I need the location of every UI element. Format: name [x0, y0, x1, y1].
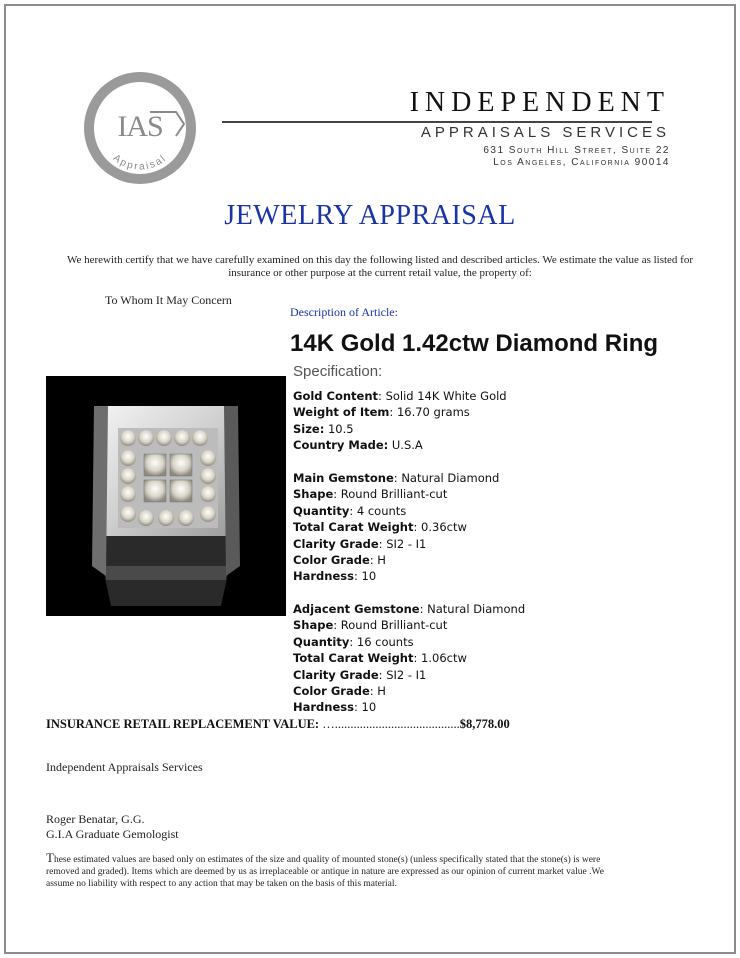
- company-name: INDEPENDENT: [409, 87, 670, 118]
- spec-main-hardness: Hardness: 10: [293, 569, 377, 584]
- signer-title: G.I.A Graduate Gemologist: [46, 827, 179, 841]
- specifications: [293, 388, 713, 716]
- certification-text: We herewith certify that we have carefully examined on this day the following listed and described articles. We estimate the value as listed for insurance or other purpose at the current retail value, the property of:: [66, 254, 694, 279]
- logo-monogram: IAS: [117, 110, 163, 143]
- ias-logo: [80, 70, 200, 190]
- spec-adjacent-gemstone: Adjacent Gemstone: Natural Diamond: [293, 602, 526, 617]
- recipient: To Whom It May Concern: [105, 293, 232, 307]
- spec-main-color: Color Grade: H: [293, 552, 386, 567]
- spec-gold-content: Gold Content: Solid 14K White Gold: [293, 389, 507, 403]
- company-address-line1: 631 South Hill Street, Suite 22: [483, 145, 670, 156]
- valuation-line: [46, 717, 510, 732]
- spec-main-gemstone: Main Gemstone: Natural Diamond: [293, 470, 500, 485]
- signer-block: [46, 812, 179, 842]
- disclaimer-text: hese estimated values are based only on estimates of the size and quality of mounted stone(s) (unless specifically stated that the stone(s) is were removed and graded). Items which are deemed by us as irreplaceable or antique in nature are expressed as our opinion of current market value .We assume no liability with respect to any action that may be taken on the basis of this material.: [46, 855, 604, 889]
- footer-company: Independent Appraisals Services: [46, 760, 203, 774]
- logo-ring-text: Appraisal: [110, 152, 170, 173]
- spec-main-carat: Total Carat Weight: 0.36ctw: [293, 520, 467, 535]
- spec-size: Size: 10.5: [293, 421, 354, 436]
- spec-weight: Weight of Item: 16.70 grams: [293, 405, 470, 420]
- ring-photo: [46, 376, 286, 616]
- company-header: [230, 88, 670, 169]
- valuation-leader: …........................................: [319, 717, 460, 731]
- spec-adjacent-clarity: Clarity Grade: SI2 - I1: [293, 667, 427, 682]
- valuation-label: INSURANCE RETAIL REPLACEMENT VALUE:: [46, 717, 320, 731]
- disclaimer: [46, 852, 606, 890]
- spec-adjacent-shape: Shape: Round Brilliant-cut: [293, 618, 448, 633]
- signer-name: Roger Benatar, G.G.: [46, 812, 145, 826]
- spec-main-shape: Shape: Round Brilliant-cut: [293, 487, 448, 502]
- spec-adjacent-quantity: Quantity: 16 counts: [293, 634, 414, 649]
- disclaimer-initial: T: [46, 850, 54, 865]
- header-rule: [222, 121, 652, 123]
- spec-adjacent-hardness: Hardness: 10: [293, 700, 377, 715]
- spec-country: Country Made: U.S.A: [293, 438, 423, 453]
- spec-main-clarity: Clarity Grade: SI2 - I1: [293, 536, 427, 551]
- valuation-amount: $8,778.00: [459, 717, 510, 731]
- spec-adjacent-carat: Total Carat Weight: 1.06ctw: [293, 651, 467, 666]
- company-address-line2: Los Angeles, California 90014: [493, 157, 670, 168]
- article-title: 14K Gold 1.42ctw Diamond Ring: [290, 330, 659, 357]
- spec-adjacent-color: Color Grade: H: [293, 684, 386, 699]
- specification-label: Specification:: [293, 363, 383, 380]
- company-subtitle: APPRAISALS SERVICES: [420, 124, 670, 141]
- description-label: Description of Article:: [290, 305, 398, 319]
- spec-main-quantity: Quantity: 4 counts: [293, 503, 407, 518]
- document-title: JEWELRY APPRAISAL: [224, 200, 516, 231]
